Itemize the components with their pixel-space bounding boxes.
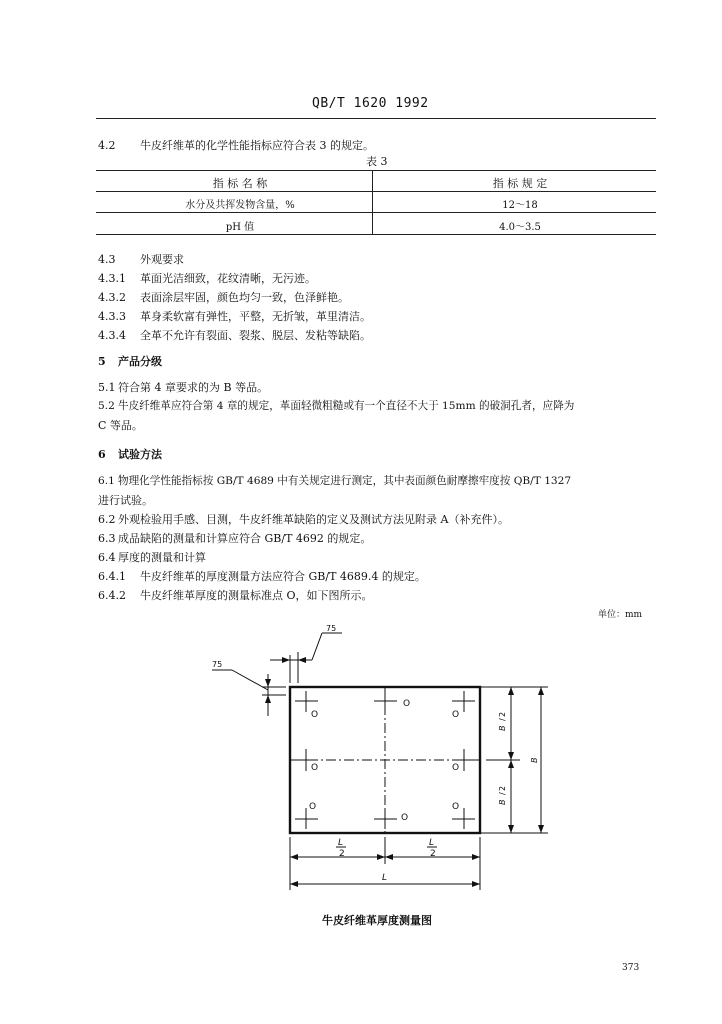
table-cell-name: 水分及共挥发物含量，% (185, 200, 295, 211)
point-mark (374, 808, 397, 829)
dim-l-half-numerator: L (429, 838, 435, 848)
clause-number: 6.4.2 (98, 589, 126, 602)
table-header-name: 指 标 名 称 (212, 177, 268, 190)
dim-l-label: L (382, 873, 388, 883)
clause-number: 4.3 (98, 253, 116, 266)
dim-b-half-slash: / (498, 718, 507, 721)
dim-75-top-leader (312, 633, 322, 660)
table-caption: 表 3 (366, 155, 388, 168)
clause-number: 5.2 (98, 400, 115, 412)
point-o-label: O (401, 813, 409, 823)
point-o-label: O (309, 802, 317, 812)
arrow-head (538, 687, 544, 695)
point-o-label: O (452, 763, 460, 773)
arrow-head (508, 752, 514, 760)
clause-text: 牛皮纤维革的化学性能指标应符合表 3 的规定。 (140, 139, 374, 152)
arrow-head (265, 679, 271, 687)
arrow-head (282, 657, 290, 663)
clause-text: 外观检验用手感、目测，牛皮纤维革缺陷的定义及测试方法见附录 A（补充件）。 (118, 513, 509, 526)
arrow-head (508, 825, 514, 833)
clause-number: 6.4 (98, 551, 116, 564)
arrow-head (508, 687, 514, 695)
clause-number: 4.3.2 (98, 291, 126, 304)
table-cell-value: 4.0～3.5 (499, 222, 541, 233)
arrow-head (472, 881, 480, 887)
dim-b-half-numerator: B (498, 725, 507, 731)
arrow-head (265, 695, 271, 703)
clause-text: 牛皮纤维革的厚度测量方法应符合 GB/T 4689.4 的规定。 (140, 570, 426, 583)
clause-title: 外观要求 (140, 253, 184, 266)
dim-b-half-denominator: 2 (498, 711, 507, 717)
dim-b-half-bottom-label (498, 786, 507, 805)
dim-l-half-denominator: 2 (339, 849, 345, 859)
arrow-head (472, 854, 480, 860)
dim-75-left-label: 75 (212, 660, 223, 669)
figure-caption: 牛皮纤维革厚度测量图 (322, 914, 432, 927)
unit-label: 单位：mm (598, 610, 643, 620)
clause-text: 成品缺陷的测量和计算应符合 GB/T 4692 的规定。 (118, 532, 372, 545)
clause-6-1-continued: 进行试验。 (98, 494, 153, 507)
point-mark (452, 691, 475, 712)
clause-number: 4.3.1 (98, 272, 126, 285)
clause-text: 牛皮纤维革厚度的测量标准点 O，如下图所示。 (140, 589, 373, 602)
clause-number: 4.3.4 (98, 329, 126, 342)
table-header-value: 指 标 规 定 (492, 177, 548, 190)
dim-75-top-label: 75 (326, 624, 337, 633)
dim-l-half-denominator: 2 (430, 849, 436, 859)
chapter-number: 5 (98, 355, 106, 368)
arrow-head (290, 881, 298, 887)
clause-number: 4.2 (98, 139, 116, 152)
point-o-label: O (452, 710, 460, 720)
clause-5-2-continued: C 等品。 (98, 419, 143, 432)
chapter-title: 试验方法 (118, 448, 162, 461)
dim-b-label: B (530, 757, 539, 763)
chapter-number: 6 (98, 448, 106, 461)
point-mark (295, 691, 318, 712)
document-code: QB/T 1620 1992 (312, 96, 429, 111)
dim-b-half-top-label (498, 712, 507, 731)
chapter-title: 产品分级 (118, 355, 162, 368)
clause-text: 革面光洁细致，花纹清晰，无污迹。 (140, 272, 316, 285)
point-o-label: O (452, 802, 460, 812)
clause-text: 厚度的测量和计算 (118, 551, 206, 564)
point-o-label: O (403, 699, 411, 709)
arrow-head (385, 854, 393, 860)
dim-b-half-denominator: 2 (498, 785, 507, 791)
clause-number: 6.3 (98, 532, 116, 545)
clause-number: 6.4.1 (98, 570, 126, 583)
table-cell-value: 12～18 (502, 200, 538, 211)
point-mark (374, 691, 397, 712)
clause-number: 4.3.3 (98, 310, 126, 323)
page-number: 373 (622, 963, 640, 973)
arrow-head (538, 825, 544, 833)
clause-number: 5.1 (98, 381, 116, 394)
clause-number: 6.1 (98, 475, 115, 487)
dim-l-half-numerator: L (338, 838, 344, 848)
clause-text: 符合第 4 章要求的为 B 等品。 (118, 381, 269, 394)
table-cell-name: pH 值 (225, 222, 255, 233)
clause-text: 革身柔软富有弹性，平整，无折皱，革里清洁。 (140, 310, 371, 323)
dim-75-left-leader (232, 670, 268, 690)
dim-b-half-numerator: B (498, 799, 507, 805)
clause-text: 牛皮纤维革应符合第 4 章的规定，革面轻微粗糙或有一个直径不大于 15mm 的破洞孔者，应降为 (118, 400, 575, 412)
point-o-label: O (311, 710, 319, 720)
point-o-label: O (311, 763, 319, 773)
dim-b-half-slash: / (498, 792, 507, 795)
clause-text: 表面涂层牢固，颜色均匀一致，色泽鲜艳。 (140, 291, 349, 304)
arrow-head (377, 854, 385, 860)
arrow-head (298, 657, 306, 663)
arrow-head (508, 760, 514, 768)
clause-text: 全革不允许有裂面、裂浆、脱层、发粘等缺陷。 (140, 329, 371, 342)
clause-text: 物理化学性能指标按 GB/T 4689 中有关规定进行测定，其中表面颜色耐摩擦牢度按 QB/T 1327 (118, 475, 572, 487)
clause-number: 6.2 (98, 513, 116, 526)
arrow-head (290, 854, 298, 860)
